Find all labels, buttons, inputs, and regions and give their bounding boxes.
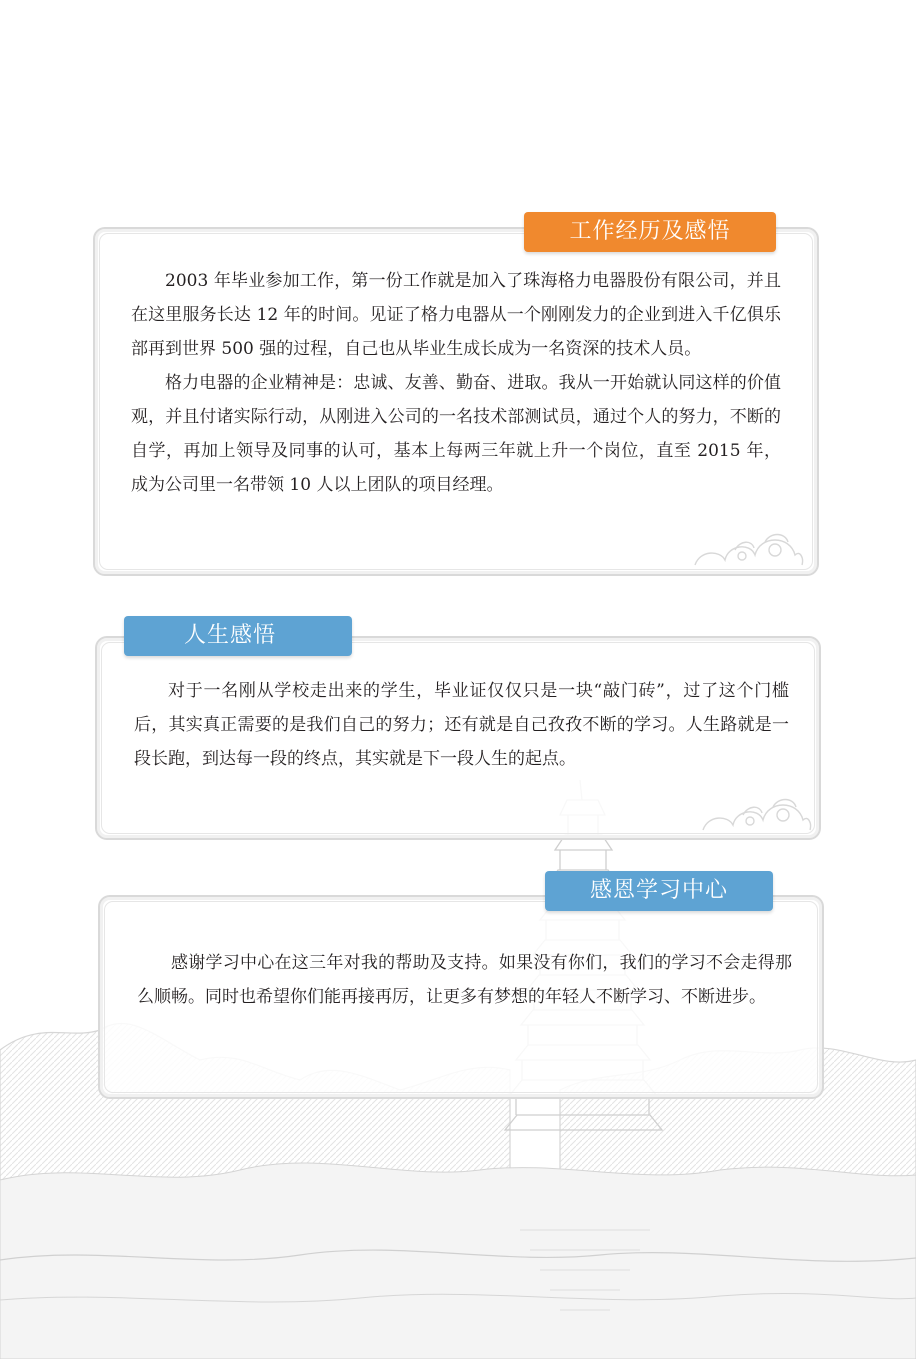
section-body-work-experience (131, 264, 781, 502)
paragraph: 格力电器的企业精神是：忠诚、友善、勤奋、进取。我从一开始就认同这样的价值观，并且付诸实际行动，从刚进入公司的一名技术部测试员，通过个人的努力，不断的自学，再加上领导及同事的认可，基本上每两三年就上升一个岗位，直至 2015 年， 成为公司里一名带领 10 人以上团队的项目经理。 (131, 373, 781, 495)
cloud-ornament-icon (690, 520, 805, 570)
paragraph: 2003 年毕业参加工作，第一份工作就是加入了珠海格力电器股份有限公司，并且在这里服务长达 12 年的时间。见证了格力电器从一个刚刚发力的企业到进入千亿俱乐部再到世界 500 强的过程，自己也从毕业生成长成为一名资深的技术人员。 (131, 271, 781, 359)
section-body-gratitude (137, 946, 792, 1014)
section-heading-life-insights: 人生感悟 (124, 616, 352, 656)
section-body-life-insights (134, 674, 789, 776)
paragraph: 对于一名刚从学校走出来的学生，毕业证仅仅只是一块“敲门砖”，过了这个门槛后，其实真正需要的是我们自己的努力；还有就是自己孜孜不断的学习。人生路就是一段长跑，到达每一段的终点，其实就是下一段人生的起点。 (134, 681, 789, 769)
cloud-ornament-icon (698, 785, 813, 835)
paragraph: 感谢学习中心在这三年对我的帮助及支持。如果没有你们，我们的学习不会走得那么顺畅。同时也希望你们能再接再厉，让更多有梦想的年轻人不断学习、不断进步。 (137, 953, 792, 1007)
section-heading-work-experience: 工作经历及感悟 (524, 212, 776, 252)
section-heading-gratitude: 感恩学习中心 (545, 871, 773, 911)
